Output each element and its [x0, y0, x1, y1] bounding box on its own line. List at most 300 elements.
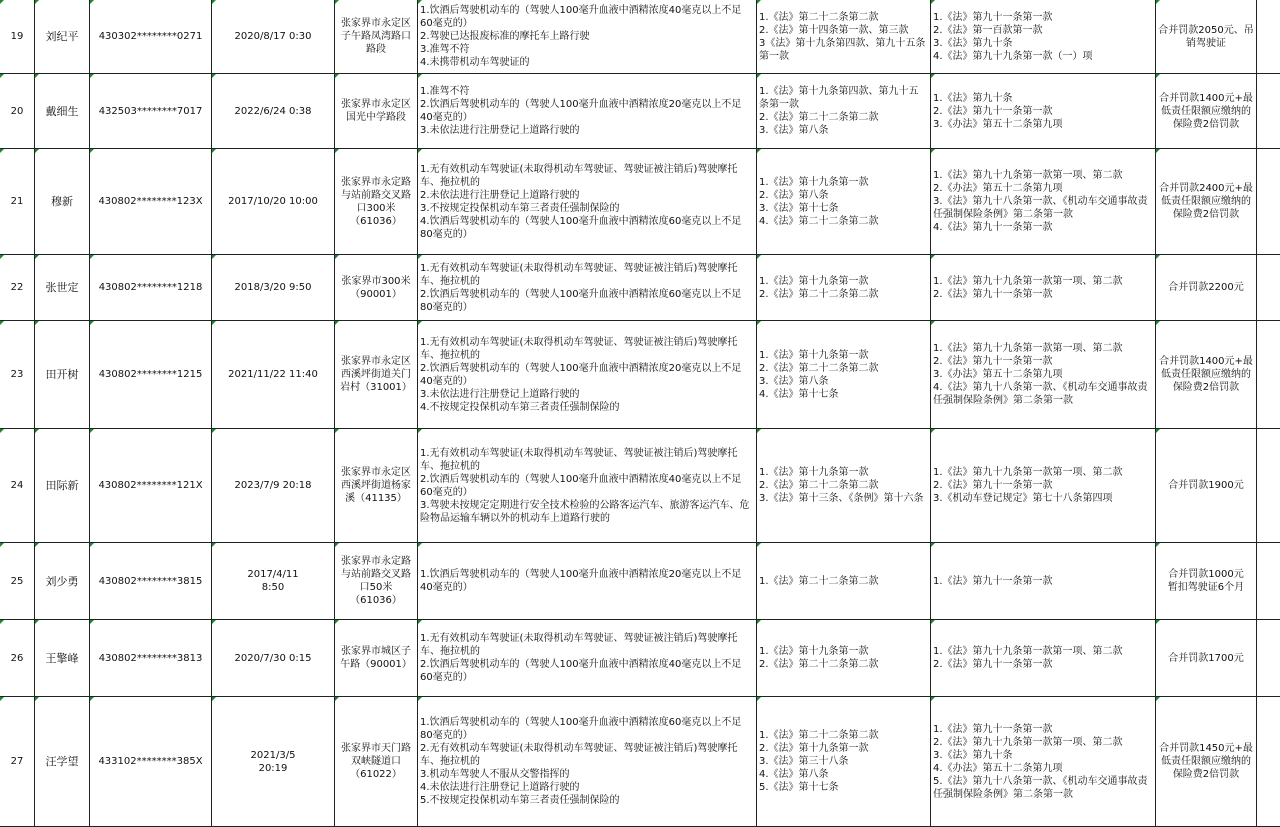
- cell-empty: [1257, 255, 1280, 321]
- cell-id: [90, 255, 212, 321]
- cell-law-line: 3.《法》第八条: [759, 375, 829, 387]
- comment-marker: [35, 149, 39, 153]
- comment-marker: [212, 0, 216, 4]
- cell-id: [90, 429, 212, 543]
- cell-id-text: 432503********7017: [98, 105, 203, 117]
- cell-penalty-basis-line: 3.《法》第九十条: [933, 749, 1013, 761]
- cell-facts-line: 4.不按规定投保机动车第三者责任强制保险的: [420, 401, 620, 413]
- comment-marker: [335, 255, 339, 259]
- cell-time-text: 2022/6/24 0:38: [234, 105, 312, 117]
- cell-penalty: [1156, 697, 1257, 827]
- cell-no: [0, 543, 35, 620]
- comment-marker: [0, 543, 4, 547]
- cell-law: [757, 321, 931, 429]
- comment-marker: [418, 620, 422, 624]
- cell-no: [0, 149, 35, 255]
- cell-id-text: 430802********1215: [98, 369, 203, 380]
- comment-marker: [757, 74, 761, 78]
- cell-facts-line: 3.未依法进行注册登记上道路行驶的: [420, 388, 580, 400]
- cell-place-text: 张家界市城区子午路（90001）: [340, 646, 412, 670]
- comment-marker: [418, 697, 422, 701]
- comment-marker: [35, 620, 39, 624]
- cell-id-text: 430802********3813: [98, 652, 203, 664]
- cell-law-line: 3.《法》第十七条: [759, 202, 839, 214]
- cell-penalty: [1156, 74, 1257, 149]
- cell-time: [212, 255, 335, 321]
- cell-law: [757, 543, 931, 620]
- cell-penalty-basis-line: 2.《法》第九十一条第一款: [933, 480, 1053, 491]
- cell-penalty-basis: [931, 321, 1156, 429]
- comment-marker: [335, 74, 339, 78]
- cell-law-line: 3.《法》第十三条、《条例》第十六条: [759, 493, 924, 504]
- comment-marker: [212, 149, 216, 153]
- cell-place-text: 张家界市永定路与站前路交叉路口300米（61036）: [341, 176, 411, 227]
- cell-empty: [1257, 620, 1280, 697]
- cell-law-line: 4.《法》第十七条: [759, 388, 839, 400]
- cell-penalty-basis-line: 1.《法》第九十九条第一款第一项、第二款: [933, 343, 1123, 354]
- comment-marker: [212, 321, 216, 325]
- cell-place-text: 张家界市永定区西溪坪街道关门岩村（31001）: [340, 356, 412, 393]
- cell-facts: [418, 543, 757, 620]
- cell-penalty-basis-line: 1.《法》第九十九条第一款第一项、第二款: [933, 646, 1123, 657]
- cell-place: [335, 429, 418, 543]
- cell-time: [212, 149, 335, 255]
- cell-no-text: 19: [10, 31, 24, 42]
- cell-facts: [418, 74, 757, 149]
- cell-law-line: 2.《法》第二十二条第二款: [759, 480, 879, 491]
- cell-law: [757, 149, 931, 255]
- comment-marker: [1156, 0, 1160, 4]
- cell-time-text: 2017/10/20 10:00: [228, 196, 318, 207]
- cell-place: [335, 321, 418, 429]
- cell-no: [0, 697, 35, 827]
- cell-empty: [1257, 321, 1280, 429]
- cell-penalty-basis-line: 1.《法》第九十一条第一款: [933, 575, 1053, 587]
- cell-penalty: [1156, 255, 1257, 321]
- cell-penalty-basis-line: 2.《法》第九十一条第一款: [933, 288, 1053, 300]
- cell-law-line: 2.《法》第十九条第一款: [759, 743, 869, 754]
- cell-penalty-text: 合并罚款1400元+最低责任限额应缴纳的保险费2倍罚款: [1159, 92, 1253, 130]
- cell-facts-line: 4.未依法进行注册登记上道路行驶的: [420, 782, 580, 793]
- cell-name-text: 王擎峰: [45, 651, 79, 665]
- cell-penalty-basis-line: 4.《办法》第五十二条第九项: [933, 762, 1063, 774]
- cell-penalty-basis: [931, 429, 1156, 543]
- comment-marker: [757, 429, 761, 433]
- comment-marker: [1156, 255, 1160, 259]
- comment-marker: [35, 429, 39, 433]
- cell-law-line: 2.《法》第八条: [759, 189, 829, 201]
- cell-penalty-text: 合并罚款1400元+最低责任限额应缴纳的保险费2倍罚款: [1159, 356, 1253, 393]
- cell-time-text: 2017/4/11 8:50: [247, 569, 299, 593]
- comment-marker: [931, 74, 935, 78]
- cell-penalty-basis-line: 2.《办法》第五十二条第九项: [933, 183, 1063, 194]
- cell-no-text: 27: [10, 756, 24, 767]
- cell-law-line: 2.《法》第二十二条第二款: [759, 659, 879, 670]
- cell-penalty-basis-line: 2.《法》第九十一条第一款: [933, 659, 1053, 670]
- cell-place-text: 张家界市永定区西溪坪街道杨家溪（41135）: [341, 467, 411, 504]
- cell-time: [212, 74, 335, 149]
- cell-id: [90, 697, 212, 827]
- cell-facts-line: 2.饮酒后驾驶机动车的（驾驶人100毫升血液中酒精浓度40毫克以上不足60毫克的）: [420, 659, 742, 683]
- comment-marker: [212, 429, 216, 433]
- cell-law-line: 2.《法》第二十二条第二款: [759, 112, 879, 123]
- cell-law-line: 3.《法》第三十八条: [759, 756, 849, 767]
- cell-id-text: 430802********123X: [98, 196, 203, 207]
- cell-name-text: 田开树: [45, 368, 79, 381]
- cell-law-line: 1.《法》第十九条第一款: [759, 176, 869, 188]
- comment-marker: [1156, 543, 1160, 547]
- cell-name: [35, 697, 90, 827]
- comment-marker: [90, 74, 94, 78]
- cell-no-text: 26: [10, 652, 24, 664]
- cell-time: [212, 0, 335, 74]
- cell-facts: [418, 321, 757, 429]
- cell-penalty-basis: [931, 697, 1156, 827]
- cell-facts-line: 4.饮酒后驾驶机动车的（驾驶人100毫升血液中酒精浓度60毫克以上不足80毫克的）: [420, 215, 742, 240]
- comment-marker: [35, 255, 39, 259]
- cell-penalty: [1156, 0, 1257, 74]
- comment-marker: [0, 149, 4, 153]
- comment-marker: [212, 543, 216, 547]
- cell-penalty-text: 合并罚款1450元+最低责任限额应缴纳的保险费2倍罚款: [1159, 743, 1253, 780]
- comment-marker: [931, 429, 935, 433]
- cell-facts-line: 2.驾驶已达报废标准的摩托车上路行驶: [420, 31, 590, 42]
- comment-marker: [1156, 429, 1160, 433]
- cell-law: [757, 0, 931, 74]
- comment-marker: [90, 0, 94, 4]
- cell-facts-line: 2.饮酒后驾驶机动车的（驾驶人100毫升血液中酒精浓度40毫克以上不足60毫克的）: [420, 473, 742, 498]
- cell-law-line: 3《法》第十九条第四款、第九十五条第一款: [759, 37, 926, 62]
- cell-penalty-basis-line: 4.《法》第九十九条第一款（一）项: [933, 50, 1093, 62]
- cell-penalty-basis: [931, 255, 1156, 321]
- cell-id-text: 430802********3815: [98, 575, 203, 587]
- comment-marker: [931, 620, 935, 624]
- table-row: [0, 321, 1280, 429]
- cell-id-text: 430802********121X: [98, 480, 203, 491]
- cell-place: [335, 0, 418, 74]
- comment-marker: [0, 620, 4, 624]
- comment-marker: [0, 74, 4, 78]
- comment-marker: [1156, 697, 1160, 701]
- cell-penalty-text: 合并罚款1700元: [1168, 652, 1244, 664]
- cell-facts-line: 1.无有效机动车驾驶证(未取得机动车驾驶证、驾驶证被注销后)驾驶摩托车、拖拉机的: [420, 633, 738, 657]
- cell-facts: [418, 429, 757, 543]
- comment-marker: [757, 543, 761, 547]
- cell-penalty-text: 合并罚款2400元+最低责任限额应缴纳的保险费2倍罚款: [1159, 183, 1253, 220]
- comment-marker: [212, 255, 216, 259]
- comment-marker: [757, 149, 761, 153]
- cell-name: [35, 429, 90, 543]
- cell-facts-line: 3.准驾不符: [420, 44, 470, 55]
- cell-law-line: 1.《法》第十九条第一款: [759, 467, 869, 478]
- comment-marker: [335, 149, 339, 153]
- cell-name-text: 刘少勇: [45, 574, 79, 588]
- cell-no: [0, 255, 35, 321]
- comment-marker: [212, 74, 216, 78]
- cell-facts-line: 2.饮酒后驾驶机动车的（驾驶人100毫升血液中酒精浓度20毫克以上不足40毫克的）: [420, 362, 742, 387]
- cell-law: [757, 620, 931, 697]
- cell-name: [35, 255, 90, 321]
- comment-marker: [931, 0, 935, 4]
- cell-penalty-basis-line: 2.《法》第九十一条第一款: [933, 356, 1053, 367]
- cell-name: [35, 620, 90, 697]
- cell-name: [35, 321, 90, 429]
- cell-id-text: 430802********1218: [98, 282, 203, 293]
- cell-penalty-basis: [931, 543, 1156, 620]
- cell-facts-line: 3.驾驶未按规定定期进行安全技术检验的公路客运汽车、旅游客运汽车、危险物品运输车辆以外的机动车上道路行驶的: [420, 499, 750, 524]
- cell-time-text: 2020/7/30 0:15: [234, 652, 312, 664]
- table-row: [0, 543, 1280, 620]
- cell-empty: [1257, 149, 1280, 255]
- cell-penalty-basis-line: 4.《法》第九十八条第一款、《机动车交通事故责任强制保险条例》第二条第一款: [933, 382, 1148, 406]
- comment-marker: [335, 543, 339, 547]
- comment-marker: [335, 321, 339, 325]
- cell-no: [0, 74, 35, 149]
- comment-marker: [90, 429, 94, 433]
- comment-marker: [90, 697, 94, 701]
- cell-facts-line: 3.未依法进行注册登记上道路行驶的: [420, 125, 580, 136]
- cell-name-text: 刘纪平: [45, 30, 79, 43]
- cell-facts-line: 4.未携带机动车驾驶证的: [420, 57, 530, 68]
- comment-marker: [1156, 620, 1160, 624]
- cell-empty: [1257, 429, 1280, 543]
- comment-marker: [1156, 74, 1160, 78]
- cell-place-text: 张家界市300米（90001）: [341, 275, 411, 300]
- cell-place: [335, 543, 418, 620]
- cell-law-line: 1.《法》第十九条第一款: [759, 275, 869, 287]
- cell-id: [90, 620, 212, 697]
- cell-facts-line: 1.饮酒后驾驶机动车的（驾驶人100毫升血液中酒精浓度20毫克以上不足40毫克的）: [420, 569, 742, 593]
- comment-marker: [757, 620, 761, 624]
- cell-name: [35, 149, 90, 255]
- comment-marker: [418, 149, 422, 153]
- cell-facts-line: 1.无有效机动车驾驶证(未取得机动车驾驶证、驾驶证被注销后)驾驶摩托车、拖拉机的: [420, 447, 738, 472]
- cell-law-line: 2.《法》第十四条第一款、第三款: [759, 24, 909, 36]
- comment-marker: [212, 620, 216, 624]
- cell-law-line: 1.《法》第十九条第四款、第九十五条第一款: [759, 86, 919, 110]
- cell-facts: [418, 620, 757, 697]
- cell-time: [212, 697, 335, 827]
- cell-penalty-basis-line: 3.《办法》第五十二条第九项: [933, 369, 1063, 380]
- cell-facts: [418, 0, 757, 74]
- cell-no-text: 22: [10, 282, 24, 293]
- cell-empty: [1257, 74, 1280, 149]
- cell-facts-line: 2.无有效机动车驾驶证(未取得机动车驾驶证、驾驶证被注销后)驾驶摩托车、拖拉机的: [420, 743, 738, 767]
- cell-time-text: 2021/11/22 11:40: [228, 369, 318, 380]
- cell-time-text: 2018/3/20 9:50: [234, 282, 312, 293]
- comment-marker: [90, 321, 94, 325]
- cell-no: [0, 620, 35, 697]
- cell-facts: [418, 697, 757, 827]
- cell-law-line: 1.《法》第二十二条第二款: [759, 11, 879, 23]
- cell-law-line: 4.《法》第二十二条第二款: [759, 215, 879, 227]
- cell-facts-line: 1.无有效机动车驾驶证(未取得机动车驾驶证、驾驶证被注销后)驾驶摩托车、拖拉机的: [420, 336, 738, 361]
- cell-penalty-basis-line: 2.《法》第九十一条第一款: [933, 105, 1053, 117]
- cell-penalty: [1156, 543, 1257, 620]
- comment-marker: [1156, 321, 1160, 325]
- cell-penalty-basis-line: 2.《法》第一百款第一款: [933, 24, 1043, 36]
- cell-time: [212, 321, 335, 429]
- cell-law-line: 3.《法》第八条: [759, 125, 829, 136]
- cell-penalty: [1156, 429, 1257, 543]
- cell-penalty-basis-line: 3.《法》第九十条: [933, 37, 1013, 49]
- cell-penalty-basis-line: 3.《办法》第五十二条第九项: [933, 118, 1063, 130]
- cell-time: [212, 543, 335, 620]
- cell-id: [90, 321, 212, 429]
- table-row: [0, 255, 1280, 321]
- table-row: [0, 620, 1280, 697]
- comment-marker: [0, 0, 4, 4]
- cell-penalty-basis-line: 1.《法》第九十九条第一款第一项、第二款: [933, 467, 1123, 478]
- cell-no: [0, 429, 35, 543]
- cell-penalty-basis-line: 1.《法》第九十一条第一款: [933, 723, 1053, 735]
- comment-marker: [335, 429, 339, 433]
- cell-time: [212, 620, 335, 697]
- cell-penalty-basis-line: 1.《法》第九十条: [933, 92, 1013, 104]
- comment-marker: [418, 0, 422, 4]
- comment-marker: [757, 0, 761, 4]
- cell-facts: [418, 255, 757, 321]
- cell-penalty-text: 合并罚款2200元: [1168, 282, 1244, 293]
- cell-name-text: 张世定: [45, 281, 79, 294]
- cell-empty: [1257, 0, 1280, 74]
- comment-marker: [757, 321, 761, 325]
- comment-marker: [212, 697, 216, 701]
- cell-place: [335, 620, 418, 697]
- comment-marker: [0, 697, 4, 701]
- comment-marker: [35, 74, 39, 78]
- cell-no: [0, 0, 35, 74]
- cell-name: [35, 74, 90, 149]
- cell-law-line: 1.《法》第十九条第一款: [759, 646, 869, 657]
- cell-law-line: 5.《法》第十七条: [759, 782, 839, 793]
- cell-no-text: 20: [10, 105, 24, 117]
- cell-penalty: [1156, 149, 1257, 255]
- comment-marker: [90, 620, 94, 624]
- cell-facts-line: 1.无有效机动车驾驶证(未取得机动车驾驶证、驾驶证被注销后)驾驶摩托车、拖拉机的: [420, 163, 738, 188]
- cell-empty: [1257, 697, 1280, 827]
- comment-marker: [90, 255, 94, 259]
- cell-law-line: 1.《法》第二十二条第二款: [759, 575, 879, 587]
- comment-marker: [0, 321, 4, 325]
- cell-penalty-basis: [931, 0, 1156, 74]
- cell-facts-line: 3.机动车驾驶人不服从交警指挥的: [420, 769, 570, 780]
- cell-id-text: 433102********385X: [98, 756, 203, 767]
- table-row: [0, 697, 1280, 827]
- comment-marker: [35, 697, 39, 701]
- cell-penalty-basis-line: 5.《法》第九十八条第一款、《机动车交通事故责任强制保险条例》第二条第一款: [933, 775, 1148, 800]
- cell-name-text: 穆新: [51, 195, 73, 208]
- comment-marker: [931, 697, 935, 701]
- cell-facts-line: 1.无有效机动车驾驶证(未取得机动车驾驶证、驾驶证被注销后)驾驶摩托车、拖拉机的: [420, 262, 738, 287]
- cell-id: [90, 543, 212, 620]
- cell-penalty-basis-line: 1.《法》第九十一条第一款: [933, 11, 1053, 23]
- cell-place-text: 张家界市永定区子午路凤湾路口路段: [341, 18, 411, 55]
- cell-facts-line: 2.饮酒后驾驶机动车的（驾驶人100毫升血液中酒精浓度60毫克以上不足80毫克的）: [420, 288, 742, 313]
- cell-law-line: 2.《法》第二十二条第二款: [759, 288, 879, 300]
- comment-marker: [931, 255, 935, 259]
- cell-facts-line: 3.不按规定投保机动车第三者责任强制保险的: [420, 202, 620, 214]
- cell-id: [90, 0, 212, 74]
- cell-penalty-basis-line: 3.《法》第九十八条第一款、《机动车交通事故责任强制保险条例》第二条第一款: [933, 196, 1148, 220]
- comment-marker: [0, 429, 4, 433]
- cell-name-text: 汪学望: [45, 755, 79, 768]
- cell-penalty-basis: [931, 74, 1156, 149]
- cell-place: [335, 74, 418, 149]
- cell-penalty-basis-line: 1.《法》第九十九条第一款第一项、第二款: [933, 275, 1123, 287]
- cell-law: [757, 429, 931, 543]
- cell-place-text: 张家界市永定路与站前路交叉路口50米（61036）: [341, 556, 411, 606]
- comment-marker: [418, 543, 422, 547]
- cell-penalty-basis: [931, 620, 1156, 697]
- cell-place: [335, 255, 418, 321]
- cell-penalty-text: 合并罚款1900元: [1168, 480, 1244, 491]
- comment-marker: [757, 255, 761, 259]
- cell-name-text: 田际新: [45, 479, 79, 492]
- comment-marker: [931, 321, 935, 325]
- cell-law: [757, 255, 931, 321]
- comment-marker: [418, 429, 422, 433]
- comment-marker: [90, 149, 94, 153]
- cell-time-text: 2023/7/9 20:18: [234, 480, 312, 491]
- comment-marker: [418, 321, 422, 325]
- cell-penalty-basis-line: 4.《法》第九十一条第一款: [933, 222, 1053, 233]
- comment-marker: [335, 620, 339, 624]
- cell-penalty: [1156, 620, 1257, 697]
- cell-penalty-basis-line: 3.《机动车登记规定》第七十八条第四项: [933, 493, 1113, 504]
- cell-id-text: 430302********0271: [98, 31, 203, 42]
- cell-name-text: 戴细生: [45, 104, 79, 118]
- cell-facts-line: 1.准驾不符: [420, 86, 470, 97]
- cell-facts-line: 2.饮酒后驾驶机动车的（驾驶人100毫升血液中酒精浓度20毫克以上不足40毫克的）: [420, 99, 742, 123]
- table-row: [0, 0, 1280, 74]
- cell-law-line: 2.《法》第二十二条第二款: [759, 362, 879, 374]
- table-row: [0, 429, 1280, 543]
- comment-marker: [757, 697, 761, 701]
- comment-marker: [35, 321, 39, 325]
- cell-facts: [418, 149, 757, 255]
- cell-time-text: 2020/8/17 0:30: [234, 31, 312, 42]
- comment-marker: [90, 543, 94, 547]
- cell-time-text: 2021/3/5 20:19: [250, 749, 296, 774]
- cell-no-text: 24: [10, 480, 24, 491]
- cell-law-line: 4.《法》第八条: [759, 769, 829, 780]
- comment-marker: [1156, 149, 1160, 153]
- cell-facts-line: 1.饮酒后驾驶机动车的（驾驶人100毫升血液中酒精浓度40毫克以上不足60毫克的）: [420, 5, 742, 29]
- cell-place-text: 张家界市天门路双峡隧道口（61022）: [341, 743, 411, 780]
- cell-law-line: 1.《法》第二十二条第二款: [759, 730, 879, 741]
- comment-marker: [931, 149, 935, 153]
- cell-no-text: 21: [10, 196, 24, 207]
- comment-marker: [335, 697, 339, 701]
- cell-facts-line: 2.未依法进行注册登记上道路行驶的: [420, 189, 580, 201]
- cell-penalty-basis-line: 2.《法》第九十九条第一款第一项、第二款: [933, 736, 1123, 748]
- cell-penalty-text: 合并罚款1000元 暂扣驾驶证6个月: [1167, 569, 1245, 593]
- comment-marker: [418, 255, 422, 259]
- comment-marker: [418, 74, 422, 78]
- cell-no: [0, 321, 35, 429]
- cell-penalty-text: 合并罚款2050元、吊销驾驶证: [1158, 24, 1254, 49]
- cell-law: [757, 697, 931, 827]
- cell-penalty-basis-line: 1.《法》第九十九条第一款第一项、第二款: [933, 170, 1123, 181]
- comment-marker: [35, 543, 39, 547]
- cell-place-text: 张家界市永定区国光中学路段: [341, 99, 411, 123]
- table-row: [0, 149, 1280, 255]
- cell-name: [35, 0, 90, 74]
- comment-marker: [931, 543, 935, 547]
- cell-penalty: [1156, 321, 1257, 429]
- cell-no-text: 23: [10, 369, 24, 380]
